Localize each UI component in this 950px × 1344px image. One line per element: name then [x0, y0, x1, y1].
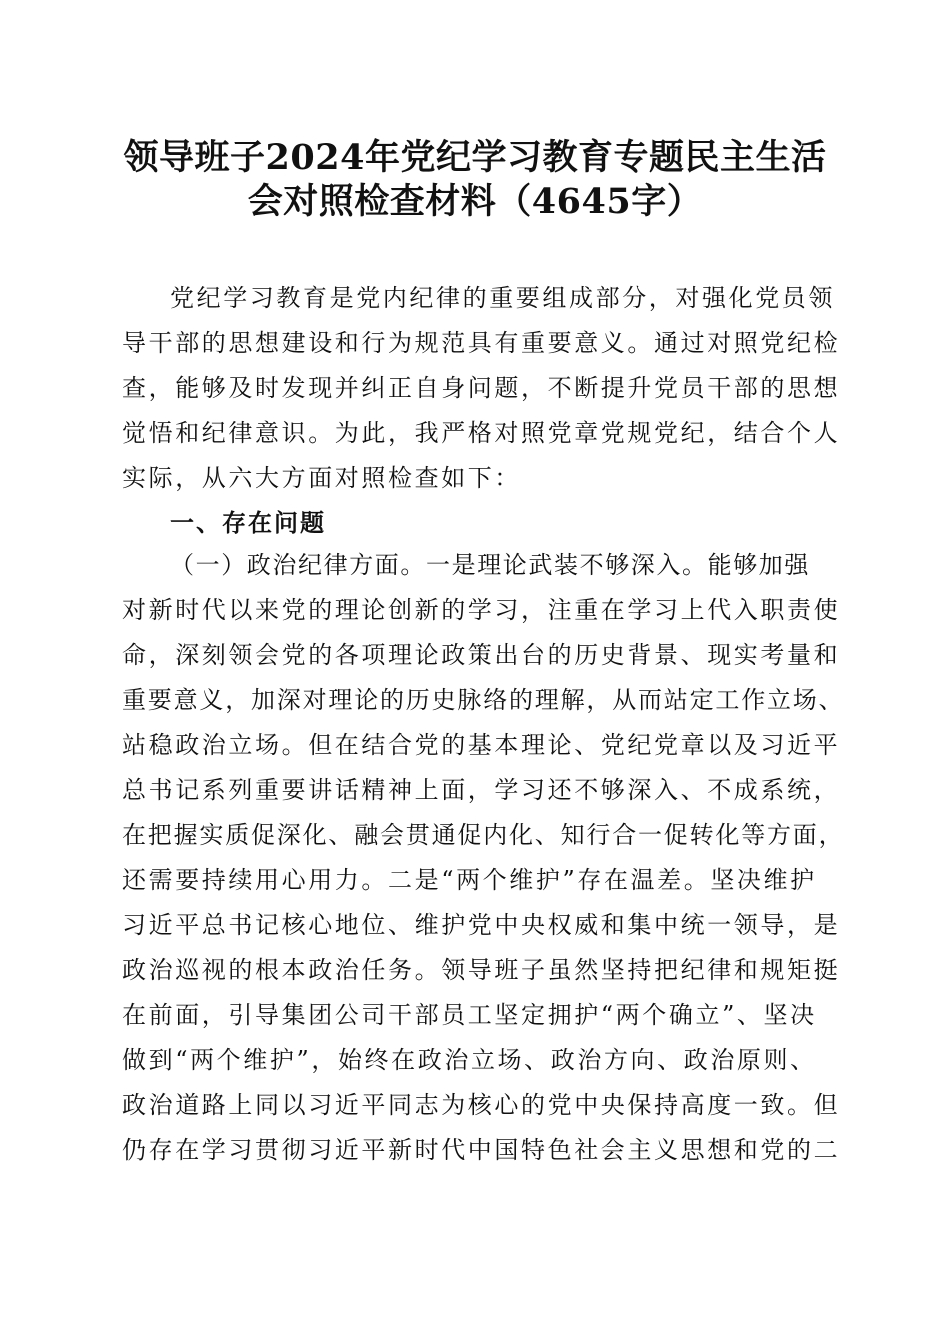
- body-line: 重要意义，加深对理论的历史脉络的理解，从而站定工作立场、: [122, 686, 845, 714]
- body-line: 总书记系列重要讲话精神上面，学习还不够深入、不成系统，: [122, 776, 841, 804]
- body-line: 政治巡视的根本政治任务。领导班子虽然坚持把纪律和规矩挺: [122, 956, 841, 984]
- section-heading: 一、存在问题: [170, 509, 326, 537]
- body-line: 做到“两个维护”，始终在政治立场、政治方向、政治原则、: [122, 1046, 817, 1074]
- body-line: 在前面，引导集团公司干部员工坚定拥护“两个确立”、坚决: [122, 1001, 817, 1029]
- body-line: 站稳政治立场。但在结合党的基本理论、党纪党章以及习近平: [122, 731, 841, 759]
- document-title-line-2: 会对照检查材料（4645字）: [247, 181, 703, 222]
- body-line: 还需要持续用心用力。二是“两个维护”存在温差。坚决维护: [122, 866, 817, 894]
- intro-line: 实际，从六大方面对照检查如下：: [122, 464, 521, 492]
- body-line: 对新时代以来党的理论创新的学习，注重在学习上代入职责使: [122, 596, 841, 624]
- intro-line: 查，能够及时发现并纠正自身问题，不断提升党员干部的思想: [122, 374, 841, 402]
- body-line: 在把握实质促深化、融会贯通促内化、知行合一促转化等方面，: [122, 821, 845, 849]
- body-line: 仍存在学习贯彻习近平新时代中国特色社会主义思想和党的二: [122, 1136, 841, 1164]
- intro-line: 导干部的思想建设和行为规范具有重要意义。通过对照党纪检: [122, 329, 841, 357]
- body-line: 命，深刻领会党的各项理论政策出台的历史背景、现实考量和: [122, 641, 841, 669]
- intro-line: 觉悟和纪律意识。为此，我严格对照党章党规党纪，结合个人: [122, 419, 841, 447]
- body-line: 政治道路上同以习近平同志为核心的党中央保持高度一致。但: [122, 1091, 841, 1119]
- intro-line: 党纪学习教育是党内纪律的重要组成部分，对强化党员领: [170, 284, 835, 312]
- document-title-line-1: 领导班子2024年党纪学习教育专题民主生活: [123, 137, 827, 178]
- body-line: （一）政治纪律方面。一是理论武装不够深入。能够加强: [170, 551, 810, 579]
- body-line: 习近平总书记核心地位、维护党中央权威和集中统一领导，是: [122, 911, 841, 939]
